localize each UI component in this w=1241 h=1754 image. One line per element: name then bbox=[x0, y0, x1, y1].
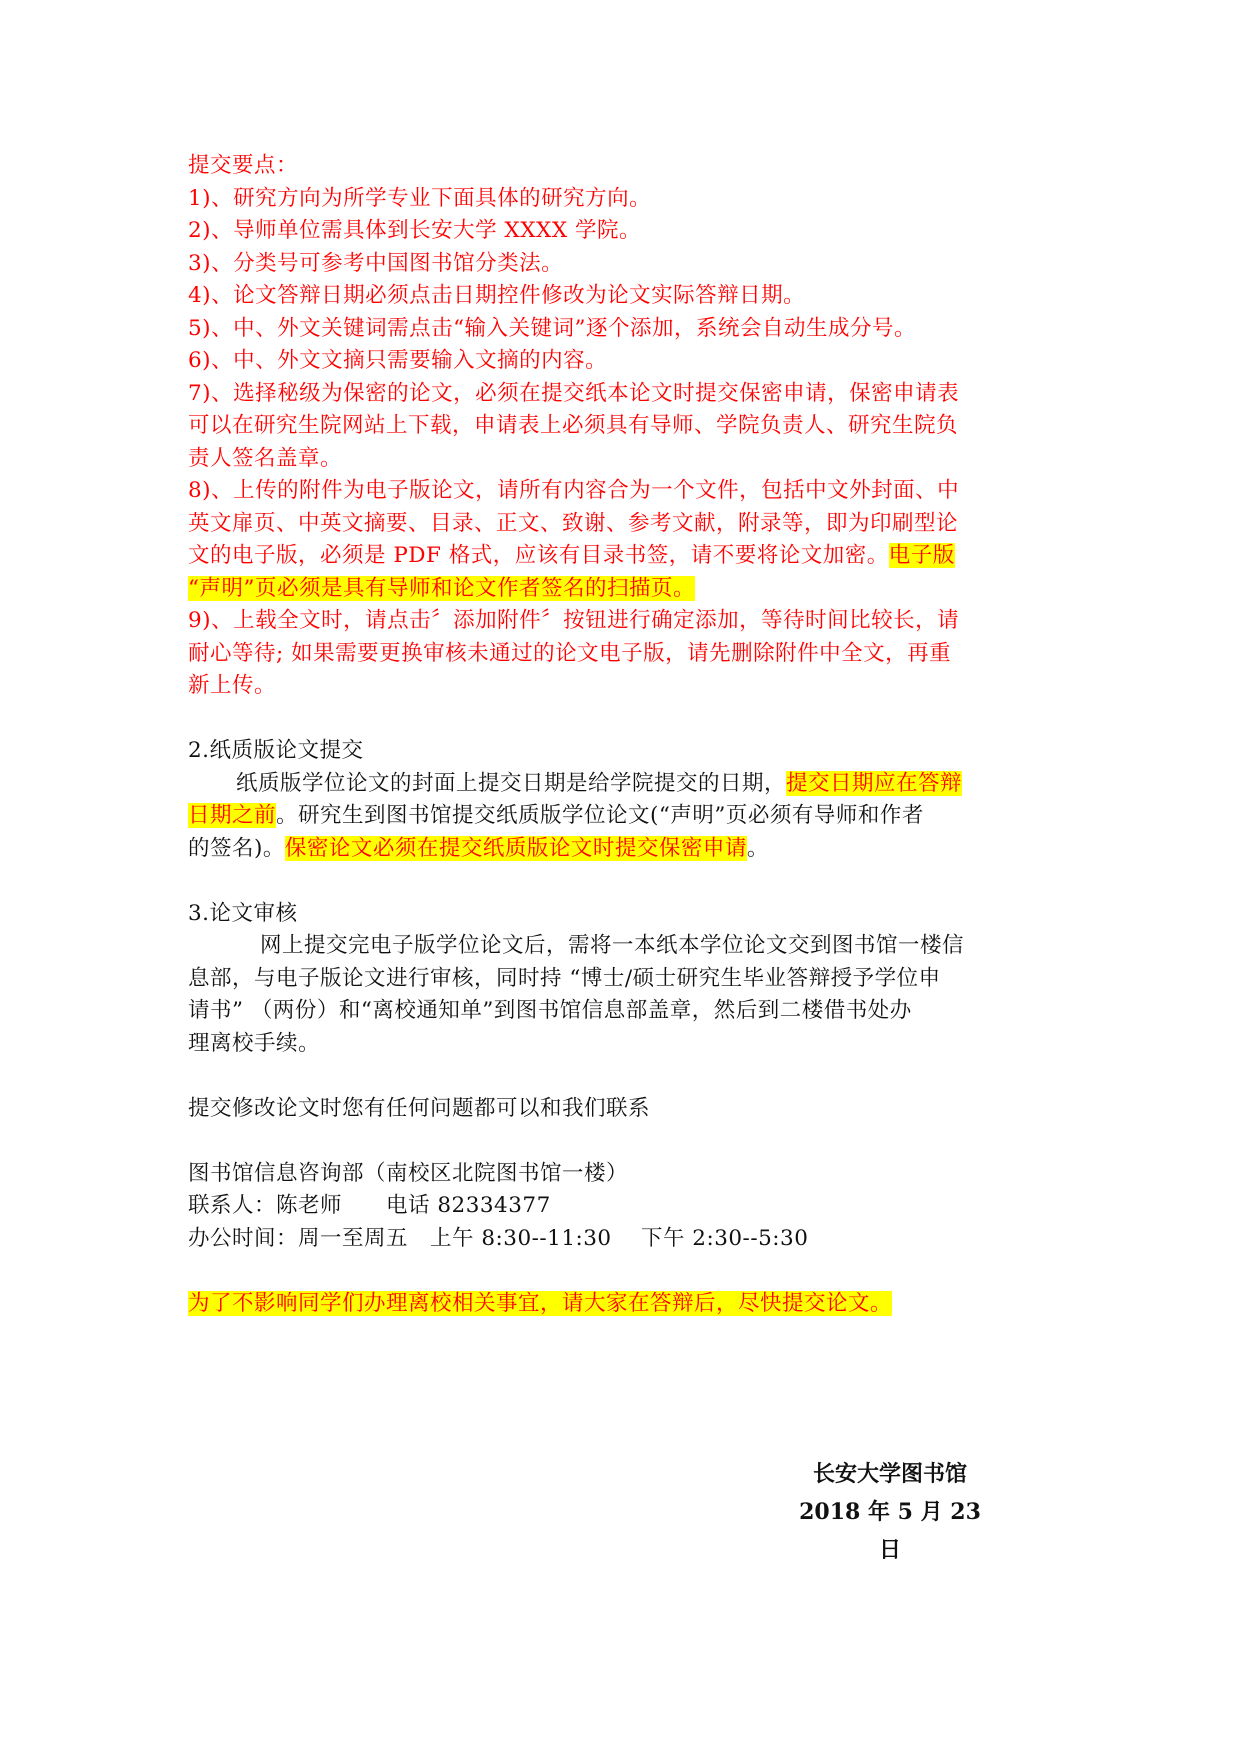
contact-intro: 提交修改论文时您有任何问题都可以和我们联系 bbox=[188, 1095, 651, 1121]
section-3-heading: 3.论文审核 bbox=[188, 900, 298, 926]
section-3-text: 网上提交完电子版学位论文后，需将一本纸本学位论文交到图书馆一楼信 bbox=[260, 933, 965, 958]
point-item-8-line-1: 8)、上传的附件为电子版论文，请所有内容合为一个文件，包括中文外封面、中 bbox=[188, 478, 960, 503]
point-item-8-line-2: 英文扉页、中英文摘要、目录、正文、致谢、参考文献，附录等，即为印刷型论 bbox=[188, 510, 959, 536]
highlighted-text: 提交日期应在答辩 bbox=[786, 770, 963, 796]
contact-department: 图书馆信息咨询部（南校区北院图书馆一楼） bbox=[188, 1160, 629, 1186]
point-item-1: 1)、研究方向为所学专业下面具体的研究方向。 bbox=[188, 185, 652, 211]
signature-block bbox=[790, 1455, 990, 1569]
section-2-line-2 bbox=[188, 800, 1060, 833]
section-3-line-2: 息部，与电子版论文进行审核，同时持 “博士/硕士研究生毕业答辩授予学位申 bbox=[188, 965, 941, 991]
spacer bbox=[188, 1060, 1060, 1093]
section-2-text: 。 bbox=[746, 835, 769, 861]
spacer bbox=[188, 703, 1060, 736]
section-2-line-1 bbox=[188, 768, 1060, 801]
highlighted-text: 日期之前 bbox=[188, 803, 277, 828]
point-item-9-line-1: 9)、上载全文时，请点击〞添加附件〞按钮进行确定添加，等待时间比较长，请 bbox=[188, 608, 960, 633]
section-3-line-1 bbox=[188, 930, 1060, 963]
document-body bbox=[188, 150, 1060, 1320]
spacer bbox=[188, 865, 1060, 898]
highlighted-text: “声明”页必须是具有导师和论文作者签名的扫描页。 bbox=[188, 575, 695, 601]
point-item-8-text: 文的电子版，必须是 PDF 格式，应该有目录书签，请不要将论文加密。 bbox=[188, 543, 889, 568]
office-hours: 办公时间：周一至周五 上午 8:30--11:30 下午 2:30--5:30 bbox=[188, 1225, 809, 1251]
point-item-4: 4)、论文答辩日期必须点击日期控件修改为论文实际答辩日期。 bbox=[188, 283, 806, 308]
section-2-heading: 2.纸质版论文提交 bbox=[188, 738, 364, 763]
point-item-9-line-3: 新上传。 bbox=[188, 673, 277, 698]
section-2-line-3 bbox=[188, 833, 1060, 866]
section-2-text: 的签名)。 bbox=[188, 835, 285, 861]
point-item-3: 3)、分类号可参考中国图书馆分类法。 bbox=[188, 250, 564, 276]
highlighted-text: 电子版 bbox=[888, 543, 955, 568]
contact-person: 联系人：陈老师 电话 82334377 bbox=[188, 1193, 551, 1218]
section-2-text: 纸质版学位论文的封面上提交日期是给学院提交的日期， bbox=[236, 770, 787, 796]
signature-date: 2018 年 5 月 23 日 bbox=[799, 1499, 981, 1563]
spacer bbox=[188, 1125, 1060, 1158]
point-item-7-line-2: 可以在研究生院网站上下载，申请表上必须具有导师、学院负责人、研究生院负 bbox=[188, 413, 959, 438]
notice-line bbox=[188, 1288, 1060, 1321]
point-item-7-line-1: 7)、选择秘级为保密的论文，必须在提交纸本论文时提交保密申请，保密申请表 bbox=[188, 380, 960, 406]
points-heading: 提交要点： bbox=[188, 153, 299, 178]
point-item-2: 2)、导师单位需具体到长安大学 XXXX 学院。 bbox=[188, 218, 641, 243]
point-item-7-line-3: 责人签名盖章。 bbox=[188, 445, 343, 471]
highlighted-text: 保密论文必须在提交纸质版论文时提交保密申请 bbox=[284, 835, 747, 861]
point-item-8-line-3 bbox=[188, 540, 1060, 573]
spacer bbox=[188, 1255, 1060, 1288]
section-3-line-4: 理离校手续。 bbox=[188, 1030, 321, 1056]
point-item-6: 6)、中、外文文摘只需要输入文摘的内容。 bbox=[188, 348, 608, 373]
section-2-text: 。研究生到图书馆提交纸质版学位论文(“声明”页必须有导师和作者 bbox=[276, 803, 924, 828]
point-item-8-line-4 bbox=[188, 573, 1060, 606]
highlighted-notice: 为了不影响同学们办理离校相关事宜，请大家在答辩后，尽快提交论文。 bbox=[188, 1290, 893, 1316]
point-item-9-line-2: 耐心等待; 如果需要更换审核未通过的论文电子版，请先删除附件中全文，再重 bbox=[188, 640, 952, 666]
point-item-5: 5)、中、外文关键词需点击“输入关键词”逐个添加，系统会自动生成分号。 bbox=[188, 315, 917, 341]
section-3-line-3: 请书” （两份）和“离校通知单”到图书馆信息部盖章，然后到二楼借书处办 bbox=[188, 998, 912, 1023]
signature-org: 长安大学图书馆 bbox=[812, 1461, 967, 1487]
